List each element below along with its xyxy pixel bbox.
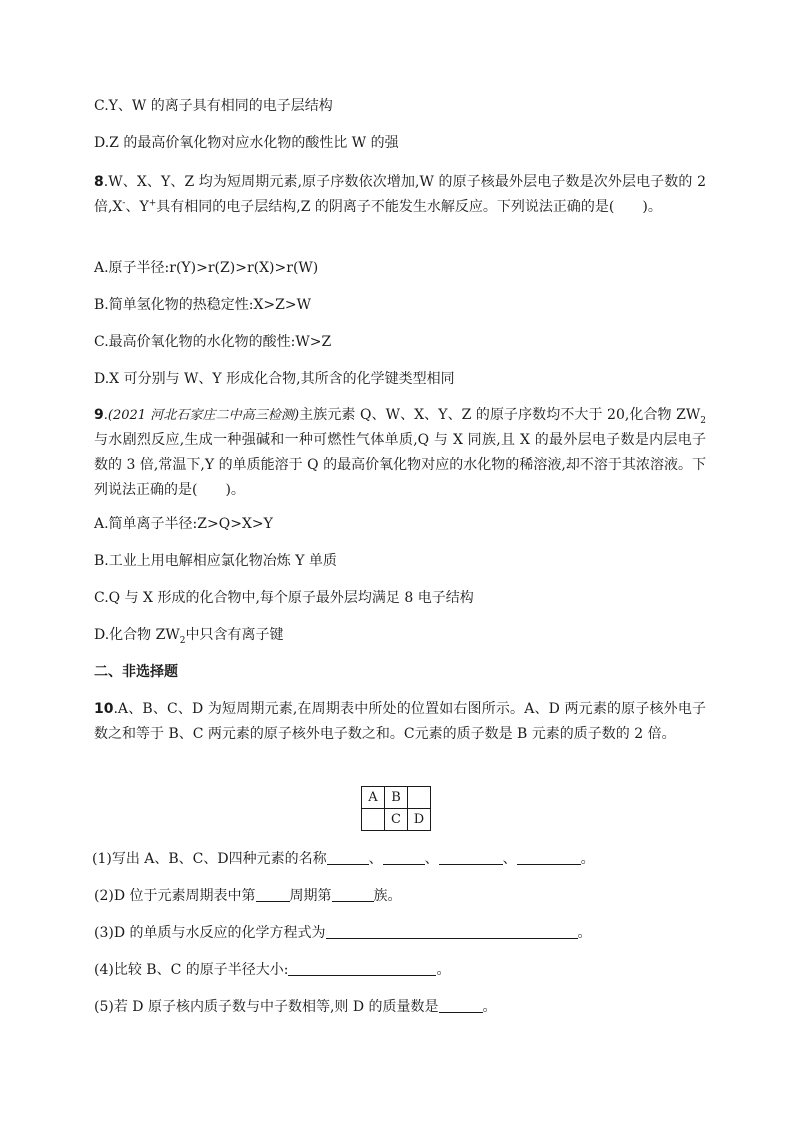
q9-text-1: 主族元素 Q、W、X、Y、Z 的原子序数均不大于 20,化合物 ZW: [299, 407, 701, 423]
q10-part-2: [94, 886, 402, 906]
separator: 、: [424, 851, 439, 867]
grid-cell-d: D: [408, 809, 431, 831]
q9-option-d-subscript: 2: [179, 635, 186, 646]
q10-part-3: [94, 923, 592, 943]
q10-stem: [94, 697, 706, 747]
q8-option-b: B.简单氢化物的热稳定性:X>Z>W: [94, 297, 311, 313]
q8-stem: [94, 170, 706, 220]
answer-blank[interactable]: [383, 850, 425, 865]
q8-text-1: .W、X、Y、Z 均为短周期元素,原子序数依次增加,W 的原子核最外层电子数是次外层电子数的 2 倍,X: [94, 174, 706, 215]
q8-number: 8: [94, 174, 104, 190]
grid-cell-empty: [362, 809, 385, 831]
q9-option-b: B.工业上用电解相应氯化物冶炼 Y 单质: [94, 553, 337, 569]
q8-option-d: D.X 可分别与 W、Y 形成化合物,其所含的化学键类型相同: [94, 371, 455, 387]
q10-part-5: [94, 997, 497, 1017]
q10-part-1-suffix: 。: [580, 851, 595, 867]
q9-option-d-prefix: D.化合物 ZW: [94, 627, 180, 643]
separator: 、: [368, 851, 383, 867]
periodic-table-grid: [361, 786, 431, 831]
grid-row: [362, 809, 431, 831]
q9-option-d: [94, 625, 283, 645]
q8-text-2: 、Y: [125, 199, 149, 215]
answer-blank[interactable]: [256, 887, 290, 902]
q8-text-3: 具有相同的电子层结构,Z 的阴离子不能发生水解反应。下列说法正确的是( )。: [156, 199, 662, 215]
answer-blank[interactable]: [326, 924, 578, 939]
q7-option-d: D.Z 的最高价氧化物对应水化物的酸性比 W 的强: [94, 135, 399, 151]
grid-cell-a: A: [362, 787, 385, 809]
q9-number: 9: [94, 407, 104, 423]
q9-option-a: A.简单离子半径:Z>Q>X>Y: [94, 516, 273, 532]
q9-option-c: C.Q 与 X 形成的化合物中,每个原子最外层均满足 8 电子结构: [94, 590, 474, 606]
q8-option-c: C.最高价氧化物的水化物的酸性:W>Z: [94, 334, 332, 350]
answer-blank[interactable]: [332, 887, 374, 902]
answer-blank[interactable]: [439, 998, 483, 1013]
q10-part-2-mid: 周期第: [289, 888, 332, 904]
answer-blank[interactable]: [288, 961, 436, 976]
q9-stem: [94, 403, 706, 503]
answer-blank[interactable]: [517, 850, 581, 865]
answer-blank[interactable]: [439, 850, 503, 865]
q10-part-4-suffix: 。: [436, 962, 451, 978]
q10-part-5-suffix: 。: [482, 999, 497, 1015]
q10-text: .A、B、C、D 为短周期元素,在周期表中所处的位置如右图所示。A、D 两元素的原子核外电子数之和等于 B、C 两元素的原子核外电子数之和。C元素的质子数是 B 元素的质子数的 2 倍。: [94, 701, 706, 742]
q10-number: 10: [94, 701, 114, 717]
q7-option-c: C.Y、W 的离子具有相同的电子层结构: [94, 98, 333, 114]
grid-row: [362, 787, 431, 809]
grid-cell-c: C: [385, 809, 408, 831]
section-heading: 二、非选择题: [94, 664, 178, 680]
q10-part-3-prefix: (3)D 的单质与水反应的化学方程式为: [94, 925, 326, 941]
q10-part-1: [92, 849, 595, 869]
grid-cell-b: B: [385, 787, 408, 809]
q9-source: .(2021 河北石家庄二中高三检测): [103, 408, 300, 423]
q10-part-2-prefix: (2)D 位于元素周期表中第: [94, 888, 256, 904]
q8-charge-x: -: [122, 198, 126, 209]
q9-text-2: 与水剧烈反应,生成一种强碱和一种可燃性气体单质,Q 与 X 同族,且 X 的最外层电子数是内层电子数的 3 倍,常温下,Y 的单质能溶于 Q 的最高价氧化物对应的水化物的稀溶液,却不溶于其浓溶液。下列说法正确的是( )。: [94, 432, 706, 498]
q9-subscript: 2: [700, 415, 706, 426]
q9-option-d-suffix: 中只含有离子键: [185, 627, 284, 643]
q10-part-3-suffix: 。: [577, 925, 592, 941]
q8-charge-y: +: [148, 198, 157, 209]
grid-cell-empty: [408, 787, 431, 809]
separator: 、: [502, 851, 517, 867]
q10-part-2-suffix: 族。: [373, 888, 402, 904]
answer-blank[interactable]: [327, 850, 369, 865]
q10-part-1-prefix: (1)写出 A、B、C、D四种元素的名称: [92, 851, 327, 867]
q8-option-a: A.原子半径:r(Y)>r(Z)>r(X)>r(W): [94, 260, 319, 276]
q10-part-4: [94, 960, 450, 980]
q10-part-4-prefix: (4)比较 B、C 的原子半径大小:: [94, 962, 289, 978]
q10-part-5-prefix: (5)若 D 原子核内质子数与中子数相等,则 D 的质量数是: [94, 999, 439, 1015]
